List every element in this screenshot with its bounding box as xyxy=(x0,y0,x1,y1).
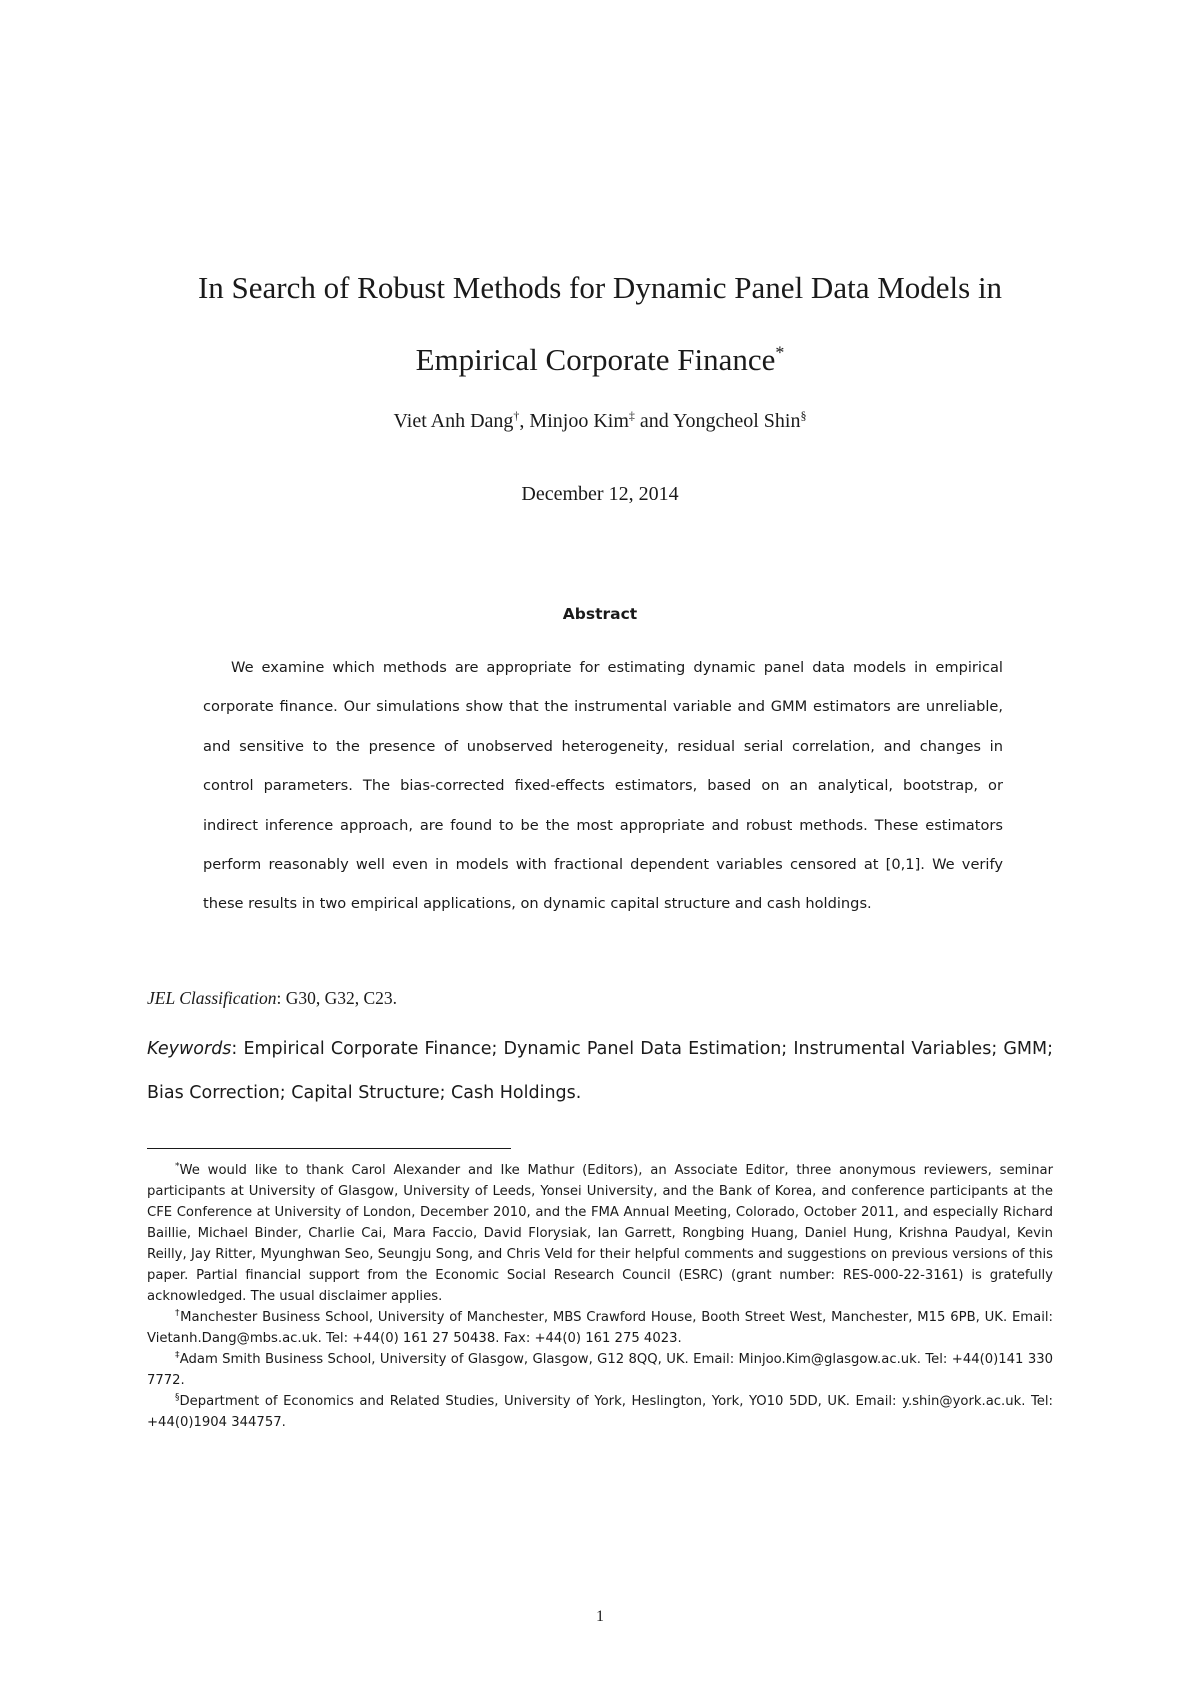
footnote-mark: † xyxy=(175,1308,181,1319)
footnote-mark: ‡ xyxy=(175,1350,180,1361)
paper-title xyxy=(120,252,1080,396)
footnote-text: Department of Economics and Related Studies, University of York, Heslington, York, YO10 5DD, UK. Email: y.shin@york.ac.uk. Tel: +44(0)1904 344757. xyxy=(147,1394,1053,1430)
author-name: Viet Anh Dang xyxy=(393,410,514,432)
footnote xyxy=(147,1349,1053,1391)
keywords-label: Keywords xyxy=(147,1039,232,1059)
jel-label: JEL Classification xyxy=(147,988,277,1008)
author-name: Yongcheol Shin xyxy=(673,410,801,432)
footnote-text: Adam Smith Business School, University of Glasgow, Glasgow, G12 8QQ, UK. Email: Minjoo.Kim@glasgow.ac.uk. Tel: +44(0)141 330 7772. xyxy=(147,1352,1054,1388)
abstract-heading: Abstract xyxy=(562,605,638,623)
page-number: 1 xyxy=(596,1608,604,1625)
keywords xyxy=(147,1027,1053,1115)
author-list: Viet Anh Dang†, Minjoo Kim‡ and Yongcheol Shin§ xyxy=(393,408,807,432)
footnote-mark: * xyxy=(175,1161,180,1172)
keywords-list: : Empirical Corporate Finance; Dynamic Panel Data Estimation; Instrumental Variables; GMM; Bias Correction; Capital Structure; Cash Holdings. xyxy=(147,1039,1053,1103)
author-footnote-mark: † xyxy=(513,408,520,423)
footnote-mark: § xyxy=(175,1392,180,1403)
footnote-divider xyxy=(147,1148,511,1149)
title-footnote-mark: * xyxy=(775,342,785,363)
jel-codes: : G30, G32, C23. xyxy=(276,988,398,1008)
abstract-body: We examine which methods are appropriate for estimating dynamic panel data models in empirical corporate finance. Our simulations show that the instrumental variable and GMM estimators are unreliable, and sensitive to the presence of unobserved heterogeneity, residual serial correlation, and changes in control parameters. The bias-corrected fixed-effects estimators, based on an analytical, bootstrap, or indirect inference approach, are found to be the most appropriate and robust methods. These estimators perform reasonably well even in models with fractional dependent variables censored at [0,1]. We verify these results in two empirical applications, on dynamic capital structure and cash holdings. xyxy=(203,659,1003,913)
footnotes xyxy=(147,1160,1053,1433)
title-line-2: Empirical Corporate Finance xyxy=(415,342,776,377)
jel-classification xyxy=(147,988,1053,1009)
footnote xyxy=(147,1160,1053,1307)
footnote-text: We would like to thank Carol Alexander and Ike Mathur (Editors), an Associate Editor, three anonymous reviewers, seminar participants at University of Glasgow, University of Leeds, Yonsei University, and the Bank of Korea, and conference participants at the CFE Conference at University of London, December 2010, and the FMA Annual Meeting, Colorado, October 2011, and especially Richard Baillie, Michael Binder, Charlie Cai, Mara Faccio, David Florysiak, Ian Garrett, Rongbing Huang, Daniel Hung, Krishna Paudyal, Kevin Reilly, Jay Ritter, Myunghwan Seo, Seungju Song, and Chris Veld for their helpful comments and suggestions on previous versions of this paper. Partial financial support from the Economic Social Research Council (ESRC) (grant number: RES-000-22-3161) is gratefully acknowledged. The usual disclaimer applies. xyxy=(147,1163,1053,1304)
footnote xyxy=(147,1307,1053,1349)
footnote-text: Manchester Business School, University of Manchester, MBS Crawford House, Booth Street West, Manchester, M15 6PB, UK. Email: Vietanh.Dang@mbs.ac.uk. Tel: +44(0) 161 27 50438. Fax: +44(0) 161 275 4023. xyxy=(147,1310,1053,1346)
author-conjunction: and xyxy=(639,410,669,432)
footnote xyxy=(147,1391,1053,1433)
author-footnote-mark: ‡ xyxy=(628,408,635,423)
author-footnote-mark: § xyxy=(800,408,807,423)
author-name: Minjoo Kim xyxy=(529,410,629,432)
paper-date: December 12, 2014 xyxy=(521,483,679,505)
title-line-1: In Search of Robust Methods for Dynamic Panel Data Models in xyxy=(197,270,1003,305)
